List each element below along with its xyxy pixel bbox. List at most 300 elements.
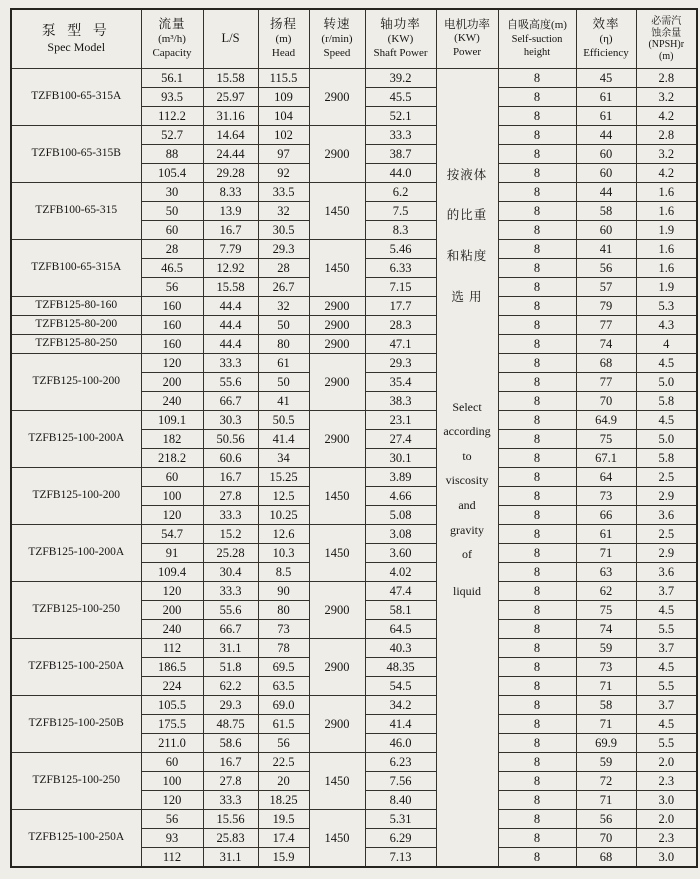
cell-efficiency: 67.1 — [576, 449, 636, 468]
cell-shaft-power: 5.08 — [365, 506, 436, 525]
cell-head: 50.5 — [258, 411, 309, 430]
cell-self-suction: 8 — [498, 582, 576, 601]
cell-efficiency: 61 — [576, 525, 636, 544]
header-line: Head — [271, 46, 296, 59]
cell-capacity: 56 — [141, 278, 203, 297]
cell-speed: 2900 — [309, 297, 365, 316]
cell-ls: 44.4 — [203, 316, 258, 335]
cell-ls: 16.7 — [203, 468, 258, 487]
cell-shaft-power: 47.1 — [365, 335, 436, 354]
cell-self-suction: 8 — [498, 696, 576, 715]
table-row — [11, 69, 697, 88]
cell-model: TZFB100-65-315 — [11, 183, 141, 240]
cell-head: 26.7 — [258, 278, 309, 297]
power-note-line-en: of — [462, 547, 472, 561]
cell-npsh: 1.9 — [636, 221, 697, 240]
cell-ls: 27.8 — [203, 487, 258, 506]
cell-npsh: 3.0 — [636, 791, 697, 810]
cell-shaft-power: 6.29 — [365, 829, 436, 848]
col-header-speed — [309, 9, 365, 69]
pump-spec-table — [10, 8, 698, 868]
cell-ls: 25.97 — [203, 88, 258, 107]
cell-npsh: 2.5 — [636, 468, 697, 487]
cell-model: TZFB125-100-200A — [11, 411, 141, 468]
cell-efficiency: 77 — [576, 373, 636, 392]
cell-head: 61.5 — [258, 715, 309, 734]
header-line: 蚀余量 — [651, 27, 682, 39]
cell-ls: 12.92 — [203, 259, 258, 278]
cell-npsh: 3.7 — [636, 696, 697, 715]
table-row — [11, 240, 697, 259]
table-row — [11, 468, 697, 487]
cell-shaft-power: 6.2 — [365, 183, 436, 202]
header-line: 扬程 — [269, 17, 297, 32]
cell-head: 32 — [258, 297, 309, 316]
cell-self-suction: 8 — [498, 468, 576, 487]
cell-self-suction: 8 — [498, 202, 576, 221]
cell-speed: 2900 — [309, 582, 365, 639]
cell-shaft-power: 38.7 — [365, 145, 436, 164]
cell-capacity: 93 — [141, 829, 203, 848]
cell-shaft-power: 8.40 — [365, 791, 436, 810]
cell-capacity: 120 — [141, 506, 203, 525]
col-header-efficiency — [576, 9, 636, 69]
cell-head: 33.5 — [258, 183, 309, 202]
cell-model: TZFB125-80-160 — [11, 297, 141, 316]
cell-self-suction: 8 — [498, 791, 576, 810]
cell-shaft-power: 44.0 — [365, 164, 436, 183]
cell-capacity: 182 — [141, 430, 203, 449]
cell-capacity: 60 — [141, 221, 203, 240]
power-note-line-en: Select — [452, 400, 482, 414]
cell-shaft-power: 7.15 — [365, 278, 436, 297]
cell-ls: 8.33 — [203, 183, 258, 202]
cell-capacity: 160 — [141, 335, 203, 354]
cell-npsh: 4.5 — [636, 715, 697, 734]
cell-capacity: 105.5 — [141, 696, 203, 715]
cell-head: 104 — [258, 107, 309, 126]
cell-capacity: 30 — [141, 183, 203, 202]
cell-efficiency: 56 — [576, 259, 636, 278]
cell-shaft-power: 41.4 — [365, 715, 436, 734]
table-row — [11, 696, 697, 715]
cell-capacity: 186.5 — [141, 658, 203, 677]
cell-head: 34 — [258, 449, 309, 468]
cell-npsh: 2.0 — [636, 810, 697, 829]
cell-ls: 31.16 — [203, 107, 258, 126]
cell-model: TZFB100-65-315B — [11, 126, 141, 183]
cell-self-suction: 8 — [498, 164, 576, 183]
cell-head: 78 — [258, 639, 309, 658]
cell-self-suction: 8 — [498, 601, 576, 620]
cell-ls: 33.3 — [203, 354, 258, 373]
cell-capacity: 50 — [141, 202, 203, 221]
cell-npsh: 1.6 — [636, 240, 697, 259]
cell-self-suction: 8 — [498, 525, 576, 544]
cell-head: 97 — [258, 145, 309, 164]
cell-ls: 55.6 — [203, 373, 258, 392]
cell-shaft-power: 52.1 — [365, 107, 436, 126]
cell-head: 80 — [258, 335, 309, 354]
cell-speed: 2900 — [309, 411, 365, 468]
cell-ls: 55.6 — [203, 601, 258, 620]
cell-speed: 1450 — [309, 525, 365, 582]
cell-capacity: 60 — [141, 753, 203, 772]
table-row — [11, 354, 697, 373]
cell-shaft-power: 45.5 — [365, 88, 436, 107]
cell-self-suction: 8 — [498, 430, 576, 449]
cell-ls: 14.64 — [203, 126, 258, 145]
cell-head: 19.5 — [258, 810, 309, 829]
cell-self-suction: 8 — [498, 620, 576, 639]
cell-ls: 50.56 — [203, 430, 258, 449]
cell-shaft-power: 27.4 — [365, 430, 436, 449]
cell-head: 73 — [258, 620, 309, 639]
cell-head: 12.5 — [258, 487, 309, 506]
cell-self-suction: 8 — [498, 221, 576, 240]
cell-capacity: 109.4 — [141, 563, 203, 582]
cell-ls: 44.4 — [203, 297, 258, 316]
cell-efficiency: 44 — [576, 183, 636, 202]
cell-head: 17.4 — [258, 829, 309, 848]
cell-model: TZFB125-80-250 — [11, 335, 141, 354]
cell-head: 29.3 — [258, 240, 309, 259]
cell-shaft-power: 6.33 — [365, 259, 436, 278]
cell-npsh: 4.5 — [636, 601, 697, 620]
cell-shaft-power: 7.5 — [365, 202, 436, 221]
cell-ls: 30.4 — [203, 563, 258, 582]
cell-capacity: 60 — [141, 468, 203, 487]
cell-head: 63.5 — [258, 677, 309, 696]
cell-ls: 33.3 — [203, 582, 258, 601]
cell-ls: 44.4 — [203, 335, 258, 354]
cell-model: TZFB125-100-200 — [11, 468, 141, 525]
cell-head: 50 — [258, 316, 309, 335]
cell-self-suction: 8 — [498, 829, 576, 848]
cell-capacity: 109.1 — [141, 411, 203, 430]
cell-capacity: 120 — [141, 791, 203, 810]
cell-capacity: 211.0 — [141, 734, 203, 753]
cell-model: TZFB125-100-250A — [11, 639, 141, 696]
cell-self-suction: 8 — [498, 392, 576, 411]
cell-npsh: 2.9 — [636, 544, 697, 563]
cell-model: TZFB100-65-315A — [11, 240, 141, 297]
cell-efficiency: 77 — [576, 316, 636, 335]
header-line: (KW) — [454, 32, 480, 45]
cell-efficiency: 74 — [576, 335, 636, 354]
power-note-line-en: according — [443, 424, 491, 438]
cell-efficiency: 74 — [576, 620, 636, 639]
cell-shaft-power: 39.2 — [365, 69, 436, 88]
cell-self-suction: 8 — [498, 810, 576, 829]
cell-shaft-power: 34.2 — [365, 696, 436, 715]
cell-shaft-power: 17.7 — [365, 297, 436, 316]
cell-npsh: 3.0 — [636, 848, 697, 868]
cell-speed: 1450 — [309, 753, 365, 810]
cell-head: 80 — [258, 601, 309, 620]
header-line: height — [523, 46, 551, 58]
cell-efficiency: 73 — [576, 487, 636, 506]
power-note-line-en: liquid — [452, 584, 481, 598]
cell-ls: 33.3 — [203, 506, 258, 525]
cell-shaft-power: 3.60 — [365, 544, 436, 563]
cell-motor-power-note — [436, 69, 498, 868]
cell-efficiency: 75 — [576, 430, 636, 449]
cell-self-suction: 8 — [498, 544, 576, 563]
header-row — [11, 9, 697, 69]
cell-capacity: 175.5 — [141, 715, 203, 734]
header-line: 效率 — [592, 17, 620, 32]
header-line: (m³/h) — [158, 33, 186, 46]
cell-ls: 29.28 — [203, 164, 258, 183]
cell-capacity: 240 — [141, 392, 203, 411]
header-line: Spec Model — [47, 40, 106, 55]
cell-ls: 51.8 — [203, 658, 258, 677]
cell-head: 28 — [258, 259, 309, 278]
cell-shaft-power: 29.3 — [365, 354, 436, 373]
cell-npsh: 5.0 — [636, 430, 697, 449]
cell-speed: 1450 — [309, 810, 365, 868]
cell-capacity: 120 — [141, 582, 203, 601]
cell-ls: 13.9 — [203, 202, 258, 221]
cell-shaft-power: 3.89 — [365, 468, 436, 487]
cell-self-suction: 8 — [498, 259, 576, 278]
cell-efficiency: 58 — [576, 202, 636, 221]
table-row — [11, 582, 697, 601]
cell-npsh: 2.0 — [636, 753, 697, 772]
cell-speed: 1450 — [309, 468, 365, 525]
cell-speed: 2900 — [309, 639, 365, 696]
cell-efficiency: 71 — [576, 677, 636, 696]
cell-model: TZFB100-65-315A — [11, 69, 141, 126]
cell-shaft-power: 35.4 — [365, 373, 436, 392]
cell-head: 69.5 — [258, 658, 309, 677]
col-header-power — [436, 9, 498, 69]
header-line: 泵 型 号 — [41, 23, 111, 39]
cell-efficiency: 59 — [576, 639, 636, 658]
cell-npsh: 2.8 — [636, 69, 697, 88]
power-note-line-en: viscosity — [445, 473, 489, 487]
cell-capacity: 52.7 — [141, 126, 203, 145]
power-note-line-cn: 选 用 — [451, 290, 483, 304]
cell-speed: 2900 — [309, 316, 365, 335]
cell-efficiency: 72 — [576, 772, 636, 791]
cell-capacity: 105.4 — [141, 164, 203, 183]
col-header-head — [258, 9, 309, 69]
cell-model: TZFB125-100-200A — [11, 525, 141, 582]
cell-efficiency: 71 — [576, 544, 636, 563]
table-row — [11, 753, 697, 772]
cell-self-suction: 8 — [498, 69, 576, 88]
cell-npsh: 4.5 — [636, 354, 697, 373]
cell-ls: 31.1 — [203, 848, 258, 868]
cell-ls: 15.2 — [203, 525, 258, 544]
cell-head: 41 — [258, 392, 309, 411]
cell-ls: 60.6 — [203, 449, 258, 468]
cell-capacity: 100 — [141, 772, 203, 791]
cell-speed: 2900 — [309, 335, 365, 354]
cell-npsh: 1.6 — [636, 202, 697, 221]
cell-shaft-power: 30.1 — [365, 449, 436, 468]
cell-head: 41.4 — [258, 430, 309, 449]
table-row — [11, 810, 697, 829]
cell-self-suction: 8 — [498, 335, 576, 354]
cell-speed: 1450 — [309, 183, 365, 240]
header-line: L/S — [221, 31, 240, 46]
cell-head: 10.3 — [258, 544, 309, 563]
cell-shaft-power: 23.1 — [365, 411, 436, 430]
table-row — [11, 335, 697, 354]
cell-speed: 2900 — [309, 69, 365, 126]
cell-self-suction: 8 — [498, 753, 576, 772]
cell-self-suction: 8 — [498, 734, 576, 753]
col-header-suction — [498, 9, 576, 69]
cell-capacity: 120 — [141, 354, 203, 373]
cell-head: 56 — [258, 734, 309, 753]
cell-ls: 16.7 — [203, 753, 258, 772]
cell-capacity: 224 — [141, 677, 203, 696]
cell-efficiency: 64.9 — [576, 411, 636, 430]
cell-head: 8.5 — [258, 563, 309, 582]
cell-ls: 25.83 — [203, 829, 258, 848]
cell-efficiency: 59 — [576, 753, 636, 772]
col-header-ls — [203, 9, 258, 69]
cell-capacity: 93.5 — [141, 88, 203, 107]
cell-npsh: 5.5 — [636, 734, 697, 753]
cell-model: TZFB125-100-250A — [11, 810, 141, 868]
cell-model: TZFB125-100-250 — [11, 753, 141, 810]
cell-self-suction: 8 — [498, 772, 576, 791]
cell-npsh: 4.2 — [636, 164, 697, 183]
cell-efficiency: 60 — [576, 164, 636, 183]
table-body — [11, 69, 697, 868]
cell-shaft-power: 64.5 — [365, 620, 436, 639]
cell-head: 32 — [258, 202, 309, 221]
header-line: 轴功率 — [380, 17, 421, 32]
cell-capacity: 112 — [141, 639, 203, 658]
cell-efficiency: 56 — [576, 810, 636, 829]
cell-self-suction: 8 — [498, 449, 576, 468]
power-note-line-en: gravity — [450, 523, 484, 537]
cell-shaft-power: 3.08 — [365, 525, 436, 544]
cell-npsh: 3.6 — [636, 563, 697, 582]
cell-efficiency: 41 — [576, 240, 636, 259]
cell-npsh: 5.5 — [636, 677, 697, 696]
cell-ls: 58.6 — [203, 734, 258, 753]
cell-ls: 62.2 — [203, 677, 258, 696]
cell-speed: 2900 — [309, 696, 365, 753]
cell-model: TZFB125-100-200 — [11, 354, 141, 411]
cell-efficiency: 69.9 — [576, 734, 636, 753]
cell-ls: 15.58 — [203, 69, 258, 88]
cell-shaft-power: 54.5 — [365, 677, 436, 696]
cell-model: TZFB125-100-250B — [11, 696, 141, 753]
cell-ls: 30.3 — [203, 411, 258, 430]
cell-shaft-power: 33.3 — [365, 126, 436, 145]
cell-ls: 25.28 — [203, 544, 258, 563]
cell-efficiency: 63 — [576, 563, 636, 582]
cell-capacity: 112.2 — [141, 107, 203, 126]
table-row — [11, 411, 697, 430]
cell-ls: 66.7 — [203, 392, 258, 411]
cell-head: 22.5 — [258, 753, 309, 772]
header-line: 转速 — [323, 17, 351, 32]
cell-efficiency: 75 — [576, 601, 636, 620]
cell-capacity: 46.5 — [141, 259, 203, 278]
cell-npsh: 3.6 — [636, 506, 697, 525]
cell-self-suction: 8 — [498, 145, 576, 164]
header-line: Shaft Power — [373, 46, 428, 59]
cell-npsh: 5.8 — [636, 392, 697, 411]
cell-efficiency: 73 — [576, 658, 636, 677]
cell-shaft-power: 47.4 — [365, 582, 436, 601]
cell-self-suction: 8 — [498, 107, 576, 126]
header-line: Capacity — [152, 46, 192, 59]
cell-head: 15.25 — [258, 468, 309, 487]
cell-capacity: 100 — [141, 487, 203, 506]
cell-head: 115.5 — [258, 69, 309, 88]
cell-capacity: 112 — [141, 848, 203, 868]
cell-efficiency: 79 — [576, 297, 636, 316]
cell-head: 50 — [258, 373, 309, 392]
header-line: (η) — [599, 33, 613, 46]
cell-self-suction: 8 — [498, 848, 576, 868]
header-line: Power — [452, 46, 482, 59]
power-note-line-cn: 的比重 — [446, 208, 488, 222]
cell-self-suction: 8 — [498, 677, 576, 696]
cell-efficiency: 71 — [576, 791, 636, 810]
cell-model: TZFB125-100-250 — [11, 582, 141, 639]
table-row — [11, 639, 697, 658]
cell-self-suction: 8 — [498, 658, 576, 677]
col-header-shaft — [365, 9, 436, 69]
power-note-line-cn: 按液体 — [446, 168, 488, 182]
header-line: 流量 — [158, 17, 186, 32]
header-line: (m) — [275, 33, 292, 46]
cell-shaft-power: 38.3 — [365, 392, 436, 411]
cell-efficiency: 60 — [576, 145, 636, 164]
cell-self-suction: 8 — [498, 373, 576, 392]
cell-capacity: 160 — [141, 316, 203, 335]
cell-speed: 2900 — [309, 126, 365, 183]
cell-ls: 24.44 — [203, 145, 258, 164]
cell-npsh: 2.9 — [636, 487, 697, 506]
cell-head: 30.5 — [258, 221, 309, 240]
cell-efficiency: 71 — [576, 715, 636, 734]
cell-shaft-power: 48.35 — [365, 658, 436, 677]
cell-shaft-power: 4.66 — [365, 487, 436, 506]
cell-self-suction: 8 — [498, 316, 576, 335]
cell-efficiency: 58 — [576, 696, 636, 715]
cell-capacity: 54.7 — [141, 525, 203, 544]
header-line: 必需汽 — [651, 16, 682, 27]
header-line: (m) — [659, 50, 674, 62]
col-header-capacity — [141, 9, 203, 69]
cell-shaft-power: 7.13 — [365, 848, 436, 868]
cell-efficiency: 70 — [576, 829, 636, 848]
cell-efficiency: 70 — [576, 392, 636, 411]
cell-efficiency: 45 — [576, 69, 636, 88]
cell-head: 90 — [258, 582, 309, 601]
cell-capacity: 160 — [141, 297, 203, 316]
header-line: 电机功率 — [444, 19, 490, 32]
cell-shaft-power: 7.56 — [365, 772, 436, 791]
cell-head: 10.25 — [258, 506, 309, 525]
cell-head: 15.9 — [258, 848, 309, 868]
cell-capacity: 218.2 — [141, 449, 203, 468]
cell-shaft-power: 58.1 — [365, 601, 436, 620]
col-header-model — [11, 9, 141, 69]
